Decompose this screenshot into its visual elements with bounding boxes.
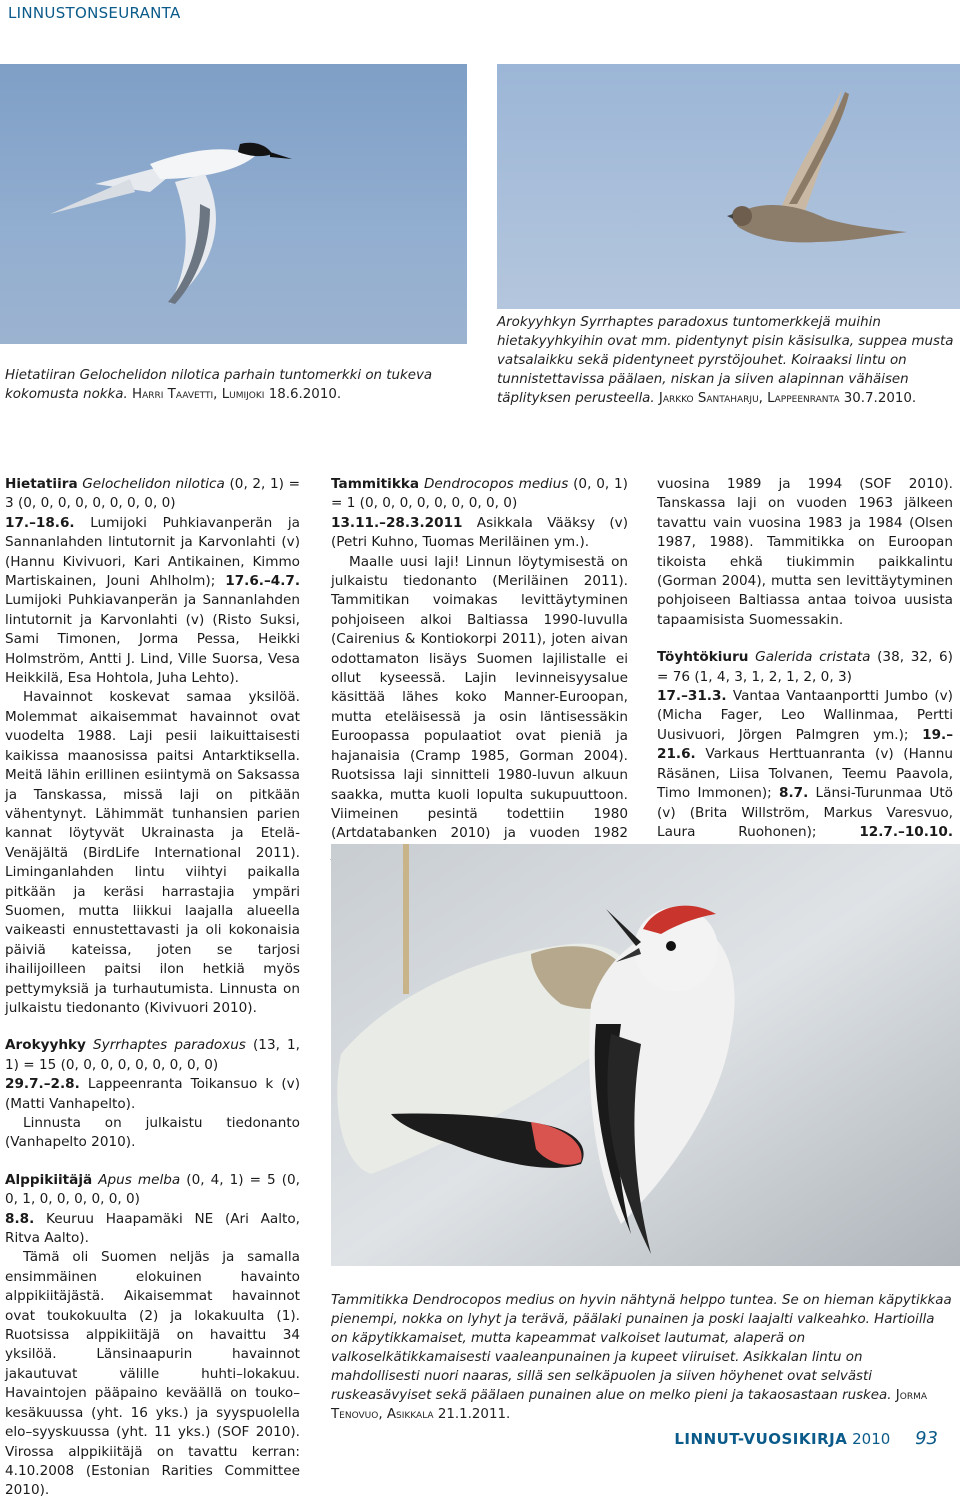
- entry-hietatiira-heading: [5, 475, 300, 514]
- species-name: Tammitikka: [331, 476, 420, 492]
- woodpecker-caption-text: Tammitikka Dendrocopos medius on hyvin nähtynä helppo tuntea. Se on hieman käpytikkaa pienempi, nokka on lyhyt ja terävä, päälaki punainen ja poski laajalti valkeahko. Hartioilla on käpytikkamaiset, mutta kapeammat valkoiset lautumat, alaperä on valkoselkätikkamaisesti vaaleanpunainen ja kupeet viiruiset. Asikkalan lintu on mahdollisesti nuori naaras, sillä sen selkäpuolen ja siiven höyhenet ovat selvästi ruskeasävyiset sekä päälaen punainen alue on melko pieni ja takaosastaan ruskea.: [331, 1293, 952, 1403]
- entry-hietatiira-records: [5, 514, 300, 689]
- woodpecker-photo: [331, 844, 960, 1266]
- page-number: 93: [915, 1428, 938, 1449]
- entry-tammitikka-records: [331, 514, 628, 553]
- entry-tammitikka-text: Maalle uusi laji! Linnun löytymisestä on julkaistu tiedonanto (Meriläinen 2011). Tammitikan voimakas levittäytyminen pohjoiseen alkoi Baltiassa 1990-luvulla (Cairenius & Kontiokorpi 2011), joten aivan odottamaton lisäys Suomen lajilistalle ei ollut kyseessä. Lajin levinneisyysalue käsittää lähes koko Manner-Euroopan, mutta eteläisessä ja osin läntisessäkin Euroopassa populaatiot ovat pieniä ja hajanaisia (Cramp 1985, Gorman 2004). Ruotsissa laji sinnitteli 1980-luvun alkuun saakka, mutta kuoli lopulta sukupuuttoon. Viimeinen pesintä todettiin 1980 (Artdatabanken 2010) ja vuoden 1982: [331, 553, 628, 842]
- entry-toyhtokiuru-heading: [657, 648, 953, 687]
- record-date: 17.6.–4.7.: [225, 573, 300, 590]
- entry-tammitikka-continued: vuosina 1989 ja 1994 (SOF 2010). Tanskassa laji on vuoden 1963 jälkeen tavattu vain vuosina 1983 ja 1984 (Olsen 1987, 1988). Tammitikka on Euroopan tikoista ehkä tiukimmin paikkalintu (Gorman 2004), mutta sen levittäytyminen pohjoiseen Baltiassa antaa toivoa uusista tapaamisista Suomessakin.: [657, 476, 953, 628]
- entry-alppikiitaja-records: [5, 1210, 300, 1249]
- species-sci: Syrrhaptes paradoxus: [93, 1037, 246, 1054]
- tern-photo: [0, 64, 467, 344]
- record-date: 12.7.–10.10.: [859, 823, 953, 840]
- sandgrouse-photo: [497, 64, 960, 309]
- record-date: 19.–21.6.: [657, 726, 953, 763]
- species-sci: Apus melba: [98, 1171, 181, 1188]
- species-name: Töyhtökiuru: [657, 649, 749, 666]
- entry-tammitikka-heading: [331, 475, 628, 514]
- woodpecker-caption-credit: Jorma Tenovuo, Asikkala 21.1.2011.: [331, 1388, 927, 1422]
- species-counts: (13, 1, 1) = 15 (0, 0, 0, 0, 0, 0, 0, 0, 0): [5, 1037, 300, 1073]
- sandgrouse-caption: [497, 313, 955, 408]
- record-text: Vantaa Vantaanportti Jumbo (v) (Micha Fager, Leo Wallinmaa, Pertti Uusivuori, Jörgen Palmgren ym.);: [657, 688, 953, 743]
- species-name: Hietatiira: [5, 476, 78, 492]
- entry-alppikiitaja-text: Tämä oli Suomen neljäs ja samalla ensimmäinen elokuinen havainto alppikiitäjästä. Aikaisemmat havainnot ovat toukokuulta (2) ja lokakuulta (1). Ruotsissa alppikiitäjä on havaittu 34 yksilöä. Länsinaapurin havainnot jakautuvat välille huhti–lokakuu. Havaintojen pääpaino keväällä on touko–kesäkuussa (yht. 16 yks.) ja syyspuolella elo–syyskuussa (yht. 11 yks.) (SOF 2010). Virossa alppikiitäjä on tavattu kerran: 4.10.2008 (Estonian Rarities Committee 2010).: [5, 1249, 300, 1499]
- woodpecker-image: [331, 844, 960, 1266]
- page-footer: [674, 1428, 938, 1449]
- record-text: Länsi-Turunmaa Utö (v) (Brita Willström, Markus Varesvuo, Laura Ruohonen);: [657, 785, 953, 840]
- record-date: 17.–18.6.: [5, 514, 75, 531]
- record-text: Lumijoki Puhkiavanperän ja Sannanlahden lintutornit ja Karvonlahti (v) (Hannu Kivivuori, Kari Antikainen, Kimmo Martiskainen, Jouni Ahlholm);: [5, 514, 300, 590]
- sandgrouse-caption-text: Arokyyhkyn Syrrhaptes paradoxus tuntomerkkejä muihin hietakyyhkyihin ovat mm. pidentynyt pisin käsisulka, suppea musta vatsalaikku sekä pidentyneet pyrstöjouhet. Koiraaksi lintu on tunnistettavissa päälaen, niskan ja siiven alapinnan vähäisen täplityksen perusteella.: [497, 315, 954, 406]
- record-text: Varkaus Herttuanranta (v) (Hannu Räsänen, Liisa Tolvanen, Teemu Paavola, Timo Immonen);: [657, 746, 953, 802]
- species-name: Arokyyhky: [5, 1037, 86, 1054]
- record-text: Keuruu Haapamäki NE (Ari Aalto, Ritva Aalto).: [5, 1210, 300, 1247]
- publication-year: 2010: [852, 1430, 891, 1448]
- entry-alppikiitaja-heading: [5, 1171, 300, 1210]
- tern-caption-text: Hietatiiran Gelochelidon nilotica parhain tuntomerkki on tukeva kokomusta nokka.: [5, 368, 433, 402]
- record-date: 13.11.–28.3.2011: [331, 514, 463, 531]
- sandgrouse-image: [497, 64, 960, 309]
- tern-caption-credit: Harri Taavetti, Lumijoki 18.6.2010.: [132, 387, 342, 402]
- tern-image: [0, 64, 467, 344]
- entry-hietatiira-text: Havainnot koskevat samaa yksilöä. Molemmat aikaisemmat havainnot ovat vuodelta 1988. Laji pesii laikuittaisesti kaikissa maanosissa paitsi Antarktiksella. Meitä lähin erillinen esiintymä on Saksassa ja Tanskassa, missä laji on pitkään vähentynyt. Lähimmät tunhansien parien kannat löytyvät Ukrainasta ja Etelä-Venäjältä (BirdLife International 2011). Liminganlahden lintu viihtyi paikalla pitkään ja keräsi harrastajia ympäri Suomen, mutta liikkui laajalla alueella vaikeasti ennustettavasti ja oli kokonaisia päiviä kateissa, joten se tarjosi ihailijoilleen paitsi ilon hetkiä myös pettymyksiä ja turhautumista. Linnusta on julkaistu tiedonanto (Kivivuori 2010).: [5, 689, 300, 1016]
- column-1: [5, 475, 300, 1501]
- woodpecker-caption: [331, 1291, 955, 1424]
- entry-arokyyhky-heading: [5, 1036, 300, 1075]
- entry-arokyyhky-text: Linnusta on julkaistu tiedonanto (Vanhapelto 2010).: [5, 1115, 300, 1151]
- entry-arokyyhky-records: [5, 1075, 300, 1114]
- record-date: 8.7.: [779, 785, 809, 802]
- species-sci: Dendrocopos medius: [423, 476, 569, 492]
- section-label: LINNUSTONSEURANTA: [8, 4, 181, 22]
- record-text: Lappeenranta Toikansuo k (v) (Matti Vanhapelto).: [5, 1076, 300, 1112]
- record-text: Asikkala Vääksy (v) (Petri Kuhno, Tuomas Meriläinen ym.).: [331, 514, 628, 551]
- species-sci: Gelochelidon nilotica: [82, 476, 225, 492]
- species-counts: (0, 0, 1) = 1 (0, 0, 0, 0, 0, 0, 0, 0, 0): [331, 476, 628, 512]
- record-date: 17.–31.3.: [657, 688, 727, 705]
- record-text: Lumijoki Puhkiavanperän ja Sannanlahden lintutornit ja Karvonlahti (v) (Risto Suksi, Sami Timonen, Jorma Pessa, Heikki Holmström, Antti J. Lind, Ville Suorsa, Vesa Heikkilä, Esa Hohtola, Juha Lehto).: [5, 592, 300, 687]
- record-date: 8.8.: [5, 1210, 35, 1227]
- record-date: 29.7.–2.8.: [5, 1076, 80, 1093]
- species-counts: (38, 32, 6) = 76 (1, 4, 3, 1, 2, 1, 2, 0, 3): [657, 649, 953, 685]
- species-sci: Galerida cristata: [755, 649, 871, 666]
- species-counts: (0, 4, 1) = 5 (0, 0, 1, 0, 0, 0, 0, 0, 0): [5, 1171, 300, 1208]
- tern-caption: [5, 366, 467, 404]
- sandgrouse-caption-credit: Jarkko Santaharju, Lappeenranta 30.7.2010.: [658, 391, 917, 406]
- publication-name: LINNUT-VUOSIKIRJA: [674, 1430, 848, 1448]
- species-name: Alppikiitäjä: [5, 1171, 93, 1188]
- column-2: [331, 475, 628, 863]
- species-counts: (0, 2, 1) = 3 (0, 0, 0, 0, 0, 0, 0, 0, 0): [5, 476, 300, 512]
- column-3: [657, 475, 953, 881]
